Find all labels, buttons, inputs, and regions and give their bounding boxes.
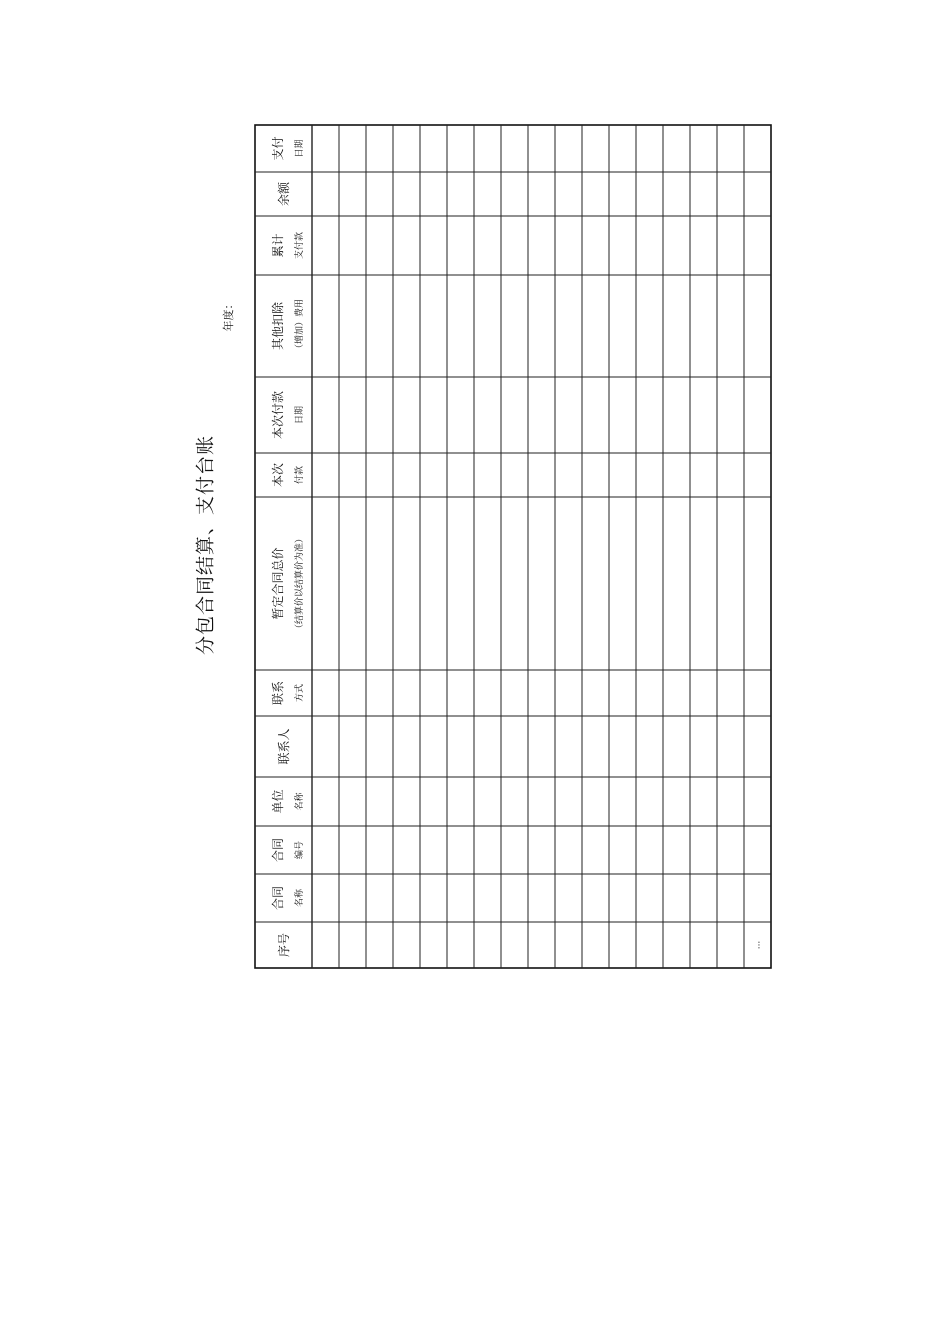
column-subheader: 日期: [295, 405, 305, 425]
column-header: 单位: [271, 789, 285, 814]
column-subheader: （结算价以结算价为准）: [295, 533, 305, 634]
column-subheader: 日期: [295, 139, 305, 158]
column-header: 支付: [271, 136, 285, 161]
column-subheader: 付款: [295, 465, 305, 485]
column-header: 余额: [277, 181, 291, 207]
column-header: 暂定合同总价: [271, 547, 285, 620]
column-subheader: （增加）费用: [295, 298, 305, 354]
column-subheader: 方式: [295, 683, 305, 703]
column-header: 本次: [271, 462, 285, 488]
column-subheader: 名称: [295, 792, 305, 811]
column-header: 联系人: [277, 728, 291, 765]
column-subheader: 编号: [295, 840, 305, 860]
column-header: 累计: [271, 233, 285, 258]
column-subheader: 支付款: [295, 231, 305, 260]
column-header: 联系: [271, 680, 285, 706]
year-label: 年度：: [222, 298, 235, 332]
column-header: 合同: [271, 837, 285, 863]
continuation-note: ...: [752, 940, 763, 950]
table-border: [255, 125, 771, 968]
column-header: 本次付款: [271, 390, 285, 440]
column-header: 其他扣除: [271, 301, 285, 351]
column-header: 序号: [277, 932, 291, 958]
ledger-title: 分包合同结算、支付台账: [194, 434, 217, 656]
column-header: 合同: [271, 885, 285, 911]
column-subheader: 名称: [295, 888, 305, 908]
